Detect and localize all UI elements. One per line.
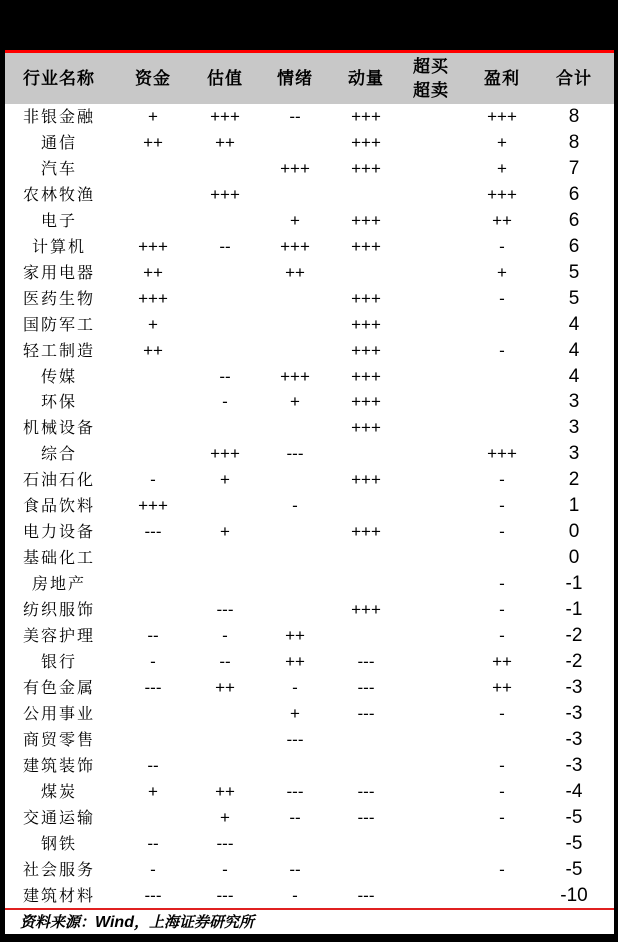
table-row (5, 415, 614, 441)
overbought-oversold-cell (395, 286, 467, 312)
industry-name-cell: 国防军工 (22, 314, 95, 334)
valuation-cell (189, 571, 261, 597)
total-cell: -5 (565, 858, 583, 880)
momentum-cell: +++ (351, 392, 381, 412)
sentiment-cell: - (292, 885, 298, 905)
profit-cell: +++ (487, 444, 517, 464)
source-note (20, 911, 254, 933)
source-wind: Wind (95, 914, 134, 931)
overbought-oversold-cell (395, 415, 467, 441)
total-cell: -1 (565, 599, 583, 621)
industry-name-cell: 基础化工 (22, 548, 95, 568)
overbought-oversold-cell (395, 260, 467, 286)
profit-cell (467, 415, 537, 441)
industry-name-cell: 轻工制造 (22, 340, 95, 360)
valuation-cell: --- (216, 833, 234, 853)
industry-name-cell: 电力设备 (22, 522, 95, 542)
industry-name-cell: 房地产 (31, 574, 86, 594)
momentum-cell: +++ (351, 314, 381, 334)
sentiment-cell (259, 519, 331, 545)
profit-cell (467, 831, 537, 857)
total-cell: -3 (565, 676, 583, 698)
total-cell: 4 (568, 339, 580, 361)
valuation-cell: +++ (210, 107, 240, 126)
industry-name-cell: 医药生物 (22, 288, 95, 308)
table-row (5, 701, 614, 727)
overbought-oversold-cell (395, 597, 467, 623)
momentum-cell: +++ (351, 288, 381, 308)
momentum-cell: --- (357, 677, 375, 697)
profit-cell: - (499, 288, 505, 308)
table-row (5, 312, 614, 338)
total-cell: 3 (568, 443, 580, 465)
total-cell: 6 (568, 209, 580, 231)
table-row (5, 338, 614, 364)
overbought-oversold-cell (395, 208, 467, 234)
industry-name-cell: 综合 (40, 444, 77, 464)
table-row (5, 779, 614, 805)
momentum-cell (330, 857, 402, 883)
overbought-oversold-cell (395, 805, 467, 831)
table-row (5, 545, 614, 571)
overbought-oversold-cell (395, 104, 467, 130)
valuation-cell: -- (219, 236, 231, 256)
total-cell: 6 (568, 235, 580, 257)
momentum-cell (330, 571, 402, 597)
header-valuation: 估值 (207, 68, 243, 89)
sentiment-cell (259, 312, 331, 338)
sentiment-cell: -- (289, 807, 301, 827)
momentum-cell (330, 623, 402, 649)
profit-cell: - (499, 574, 505, 594)
total-cell: -1 (565, 573, 583, 595)
overbought-oversold-cell (395, 156, 467, 182)
profit-cell: - (499, 496, 505, 516)
overbought-oversold-cell (395, 831, 467, 857)
total-cell: -3 (565, 754, 583, 776)
overbought-oversold-cell (395, 701, 467, 727)
valuation-cell: ++ (215, 677, 235, 697)
profit-cell (467, 389, 537, 415)
overbought-oversold-cell (395, 571, 467, 597)
total-cell: 4 (568, 313, 580, 335)
overbought-oversold-cell (395, 493, 467, 519)
total-cell: 3 (568, 417, 580, 439)
table-row (5, 130, 614, 156)
table-row (5, 182, 614, 208)
momentum-cell: +++ (351, 132, 381, 152)
profit-cell: + (497, 132, 507, 152)
sentiment-cell (259, 338, 331, 364)
momentum-cell: +++ (351, 210, 381, 230)
profit-cell: - (499, 859, 505, 879)
sentiment-cell: + (290, 210, 300, 230)
table-header (5, 53, 614, 104)
header-industry-name: 行业名称 (23, 68, 95, 89)
sentiment-cell: -- (289, 859, 301, 879)
sentiment-cell: +++ (280, 236, 310, 256)
overbought-oversold-cell (395, 883, 467, 909)
total-cell: 5 (568, 287, 580, 309)
total-cell: -3 (565, 728, 583, 750)
funds-cell (117, 597, 189, 623)
profit-cell: - (499, 522, 505, 542)
sentiment-cell: --- (286, 729, 304, 749)
overbought-oversold-cell (395, 649, 467, 675)
momentum-cell: +++ (351, 340, 381, 360)
funds-cell (117, 182, 189, 208)
funds-cell: --- (144, 522, 162, 542)
profit-cell: + (497, 158, 507, 178)
overbought-oversold-cell (395, 545, 467, 571)
funds-cell: - (150, 859, 156, 879)
industry-name-cell: 商贸零售 (22, 729, 95, 749)
industry-name-cell: 环保 (40, 392, 77, 412)
valuation-cell: +++ (210, 184, 240, 204)
overbought-oversold-cell (395, 182, 467, 208)
profit-cell: ++ (492, 210, 512, 230)
valuation-cell (189, 753, 261, 779)
funds-cell: ++ (143, 262, 163, 282)
sentiment-cell: +++ (280, 158, 310, 178)
overbought-oversold-cell (395, 130, 467, 156)
profit-cell: ++ (492, 677, 512, 697)
profit-cell: - (499, 340, 505, 360)
table-row (5, 208, 614, 234)
table-row (5, 883, 614, 909)
table-row (5, 260, 614, 286)
profit-cell (467, 545, 537, 571)
profit-cell (467, 883, 537, 909)
source-suffix: ，上海证券研究所 (133, 913, 254, 931)
total-cell: 8 (568, 131, 580, 153)
industry-name-cell: 银行 (40, 651, 77, 671)
momentum-cell: --- (357, 651, 375, 671)
table-row (5, 364, 614, 390)
momentum-cell: +++ (351, 522, 381, 542)
profit-cell: - (499, 781, 505, 801)
valuation-cell (189, 286, 261, 312)
total-cell: -4 (565, 780, 583, 802)
profit-cell: - (499, 626, 505, 645)
sentiment-cell: + (290, 703, 300, 723)
table-row (5, 441, 614, 467)
industry-name-cell: 电子 (40, 210, 77, 230)
industry-name-cell: 食品饮料 (22, 496, 95, 516)
sentiment-cell (259, 182, 331, 208)
funds-cell: -- (147, 833, 159, 853)
valuation-cell: ++ (215, 132, 235, 152)
funds-cell: +++ (138, 236, 168, 256)
table-row (5, 519, 614, 545)
funds-cell (117, 415, 189, 441)
industry-name-cell: 计算机 (31, 236, 86, 256)
valuation-cell: ++ (215, 781, 235, 801)
overbought-oversold-cell (395, 234, 467, 260)
momentum-cell: +++ (351, 236, 381, 256)
momentum-cell: --- (357, 885, 375, 905)
total-cell: 0 (568, 521, 580, 543)
industry-name-cell: 非银金融 (22, 107, 95, 126)
industry-name-cell: 有色金属 (22, 677, 95, 697)
table-row (5, 727, 614, 753)
total-cell: 4 (568, 365, 580, 387)
header-total: 合计 (556, 68, 592, 89)
valuation-cell (189, 701, 261, 727)
funds-cell: ++ (143, 340, 163, 360)
funds-cell (117, 805, 189, 831)
sentiment-cell: -- (289, 107, 301, 126)
profit-cell: - (499, 755, 505, 775)
overbought-oversold-cell (395, 623, 467, 649)
momentum-cell: +++ (351, 107, 381, 126)
funds-cell: + (148, 314, 158, 334)
industry-name-cell: 钢铁 (40, 833, 77, 853)
table-row (5, 104, 614, 130)
header-oversold-label: 超卖 (413, 80, 449, 101)
total-cell: 2 (568, 469, 580, 491)
momentum-cell: --- (357, 781, 375, 801)
valuation-cell: +++ (210, 444, 240, 464)
industry-name-cell: 建筑材料 (22, 885, 95, 905)
sentiment-cell (259, 597, 331, 623)
total-cell: -5 (565, 832, 583, 854)
sentiment-cell: --- (286, 444, 304, 464)
funds-cell: - (150, 651, 156, 671)
funds-cell: ++ (143, 132, 163, 152)
sentiment-cell (259, 467, 331, 493)
profit-cell: - (499, 807, 505, 827)
industry-name-cell: 传媒 (40, 366, 77, 386)
profit-cell: - (499, 600, 505, 620)
industry-name-cell: 纺织服饰 (22, 600, 95, 620)
industry-name-cell: 交通运输 (22, 807, 95, 827)
total-cell: -2 (565, 625, 583, 646)
industry-name-cell: 家用电器 (22, 262, 95, 282)
overbought-oversold-cell (395, 441, 467, 467)
table-row (5, 493, 614, 519)
funds-cell (117, 389, 189, 415)
valuation-cell: -- (219, 651, 231, 671)
funds-cell: -- (147, 755, 159, 775)
sentiment-cell: ++ (285, 262, 305, 282)
momentum-cell (330, 753, 402, 779)
table-row (5, 234, 614, 260)
table-row (5, 286, 614, 312)
valuation-cell: + (220, 470, 230, 490)
sentiment-cell (259, 571, 331, 597)
table-row (5, 649, 614, 675)
table-row (5, 857, 614, 883)
overbought-oversold-cell (395, 519, 467, 545)
header-momentum: 动量 (348, 68, 384, 89)
momentum-cell: --- (357, 807, 375, 827)
funds-cell (117, 208, 189, 234)
industry-name-cell: 社会服务 (22, 859, 95, 879)
sentiment-cell (259, 753, 331, 779)
profit-cell: +++ (487, 107, 517, 126)
funds-cell (117, 364, 189, 390)
funds-cell (117, 727, 189, 753)
total-cell: -10 (560, 884, 588, 906)
valuation-cell: -- (219, 366, 231, 386)
total-cell: 6 (568, 183, 580, 205)
funds-cell: -- (147, 626, 159, 645)
valuation-cell: + (220, 522, 230, 542)
funds-cell (117, 156, 189, 182)
momentum-cell (330, 441, 402, 467)
total-cell: 7 (568, 157, 580, 179)
profit-cell: - (499, 470, 505, 490)
sentiment-cell (259, 130, 331, 156)
funds-cell: + (148, 781, 158, 801)
table-row (5, 467, 614, 493)
funds-cell (117, 701, 189, 727)
valuation-cell: - (222, 392, 228, 412)
profit-cell (467, 364, 537, 390)
valuation-cell (189, 338, 261, 364)
table-row (5, 805, 614, 831)
total-cell: -2 (565, 650, 583, 672)
total-cell: 3 (568, 391, 580, 413)
momentum-cell (330, 260, 402, 286)
funds-cell: + (148, 107, 158, 126)
momentum-cell: +++ (351, 470, 381, 490)
funds-cell (117, 545, 189, 571)
total-cell: 8 (568, 106, 580, 127)
momentum-cell (330, 727, 402, 753)
valuation-cell (189, 727, 261, 753)
header-profit: 盈利 (484, 68, 520, 89)
sentiment-cell (259, 415, 331, 441)
profit-cell: + (497, 262, 507, 282)
funds-cell (117, 571, 189, 597)
overbought-oversold-cell (395, 364, 467, 390)
sentiment-cell: --- (286, 781, 304, 801)
momentum-cell (330, 831, 402, 857)
profit-cell: +++ (487, 184, 517, 204)
bottom-red-rule (5, 908, 614, 910)
total-cell: 5 (568, 261, 580, 283)
profit-cell: ++ (492, 651, 512, 671)
header-sentiment: 情绪 (277, 68, 313, 89)
sentiment-cell: ++ (285, 651, 305, 671)
overbought-oversold-cell (395, 467, 467, 493)
overbought-oversold-cell (395, 779, 467, 805)
valuation-cell (189, 208, 261, 234)
sentiment-cell (259, 545, 331, 571)
funds-cell (117, 441, 189, 467)
valuation-cell: - (222, 626, 228, 645)
momentum-cell: +++ (351, 600, 381, 620)
table-row (5, 753, 614, 779)
industry-name-cell: 农林牧渔 (22, 184, 95, 204)
profit-cell (467, 727, 537, 753)
sentiment-cell: +++ (280, 366, 310, 386)
industry-name-cell: 汽车 (40, 158, 77, 178)
sentiment-cell: + (290, 392, 300, 412)
funds-cell: +++ (138, 496, 168, 516)
source-prefix: 资料来源： (20, 913, 96, 931)
momentum-cell (330, 545, 402, 571)
overbought-oversold-cell (395, 338, 467, 364)
funds-cell: --- (144, 885, 162, 905)
sentiment-cell: - (292, 496, 298, 516)
momentum-cell (330, 493, 402, 519)
sentiment-cell (259, 286, 331, 312)
table-row (5, 831, 614, 857)
industry-name-cell: 石油石化 (22, 470, 95, 490)
total-cell: 0 (568, 547, 580, 569)
profit-cell: - (499, 236, 505, 256)
table-row (5, 571, 614, 597)
header-overbought-oversold (395, 53, 467, 104)
profit-cell (467, 312, 537, 338)
valuation-cell: --- (216, 600, 234, 620)
industry-name-cell: 建筑装饰 (22, 755, 95, 775)
funds-cell: --- (144, 677, 162, 697)
industry-name-cell: 煤炭 (40, 781, 77, 801)
sentiment-cell: - (292, 677, 298, 697)
sentiment-cell (259, 831, 331, 857)
header-overbought-label: 超买 (413, 56, 449, 77)
valuation-cell (189, 415, 261, 441)
table-row (5, 156, 614, 182)
valuation-cell (189, 156, 261, 182)
valuation-cell (189, 260, 261, 286)
overbought-oversold-cell (395, 389, 467, 415)
overbought-oversold-cell (395, 727, 467, 753)
header-funds: 资金 (135, 68, 171, 89)
total-cell: 1 (568, 495, 580, 517)
overbought-oversold-cell (395, 312, 467, 338)
momentum-cell (330, 182, 402, 208)
table-row (5, 675, 614, 701)
table-row (5, 389, 614, 415)
valuation-cell: - (222, 859, 228, 879)
valuation-cell: + (220, 807, 230, 827)
industry-name-cell: 机械设备 (22, 418, 95, 438)
valuation-cell (189, 493, 261, 519)
industry-score-table-page (5, 50, 614, 934)
total-cell: -3 (565, 702, 583, 724)
funds-cell: - (150, 470, 156, 490)
table-row (5, 597, 614, 623)
momentum-cell: +++ (351, 418, 381, 438)
table-row (5, 623, 614, 649)
momentum-cell: +++ (351, 158, 381, 178)
industry-name-cell: 美容护理 (22, 626, 95, 645)
sentiment-cell: ++ (285, 626, 305, 645)
overbought-oversold-cell (395, 675, 467, 701)
momentum-cell: --- (357, 703, 375, 723)
momentum-cell: +++ (351, 366, 381, 386)
profit-cell: - (499, 703, 505, 723)
funds-cell: +++ (138, 288, 168, 308)
overbought-oversold-cell (395, 753, 467, 779)
industry-name-cell: 公用事业 (22, 703, 95, 723)
industry-name-cell: 通信 (40, 132, 77, 152)
total-cell: -5 (565, 806, 583, 828)
valuation-cell: --- (216, 885, 234, 905)
overbought-oversold-cell (395, 857, 467, 883)
valuation-cell (189, 312, 261, 338)
valuation-cell (189, 545, 261, 571)
